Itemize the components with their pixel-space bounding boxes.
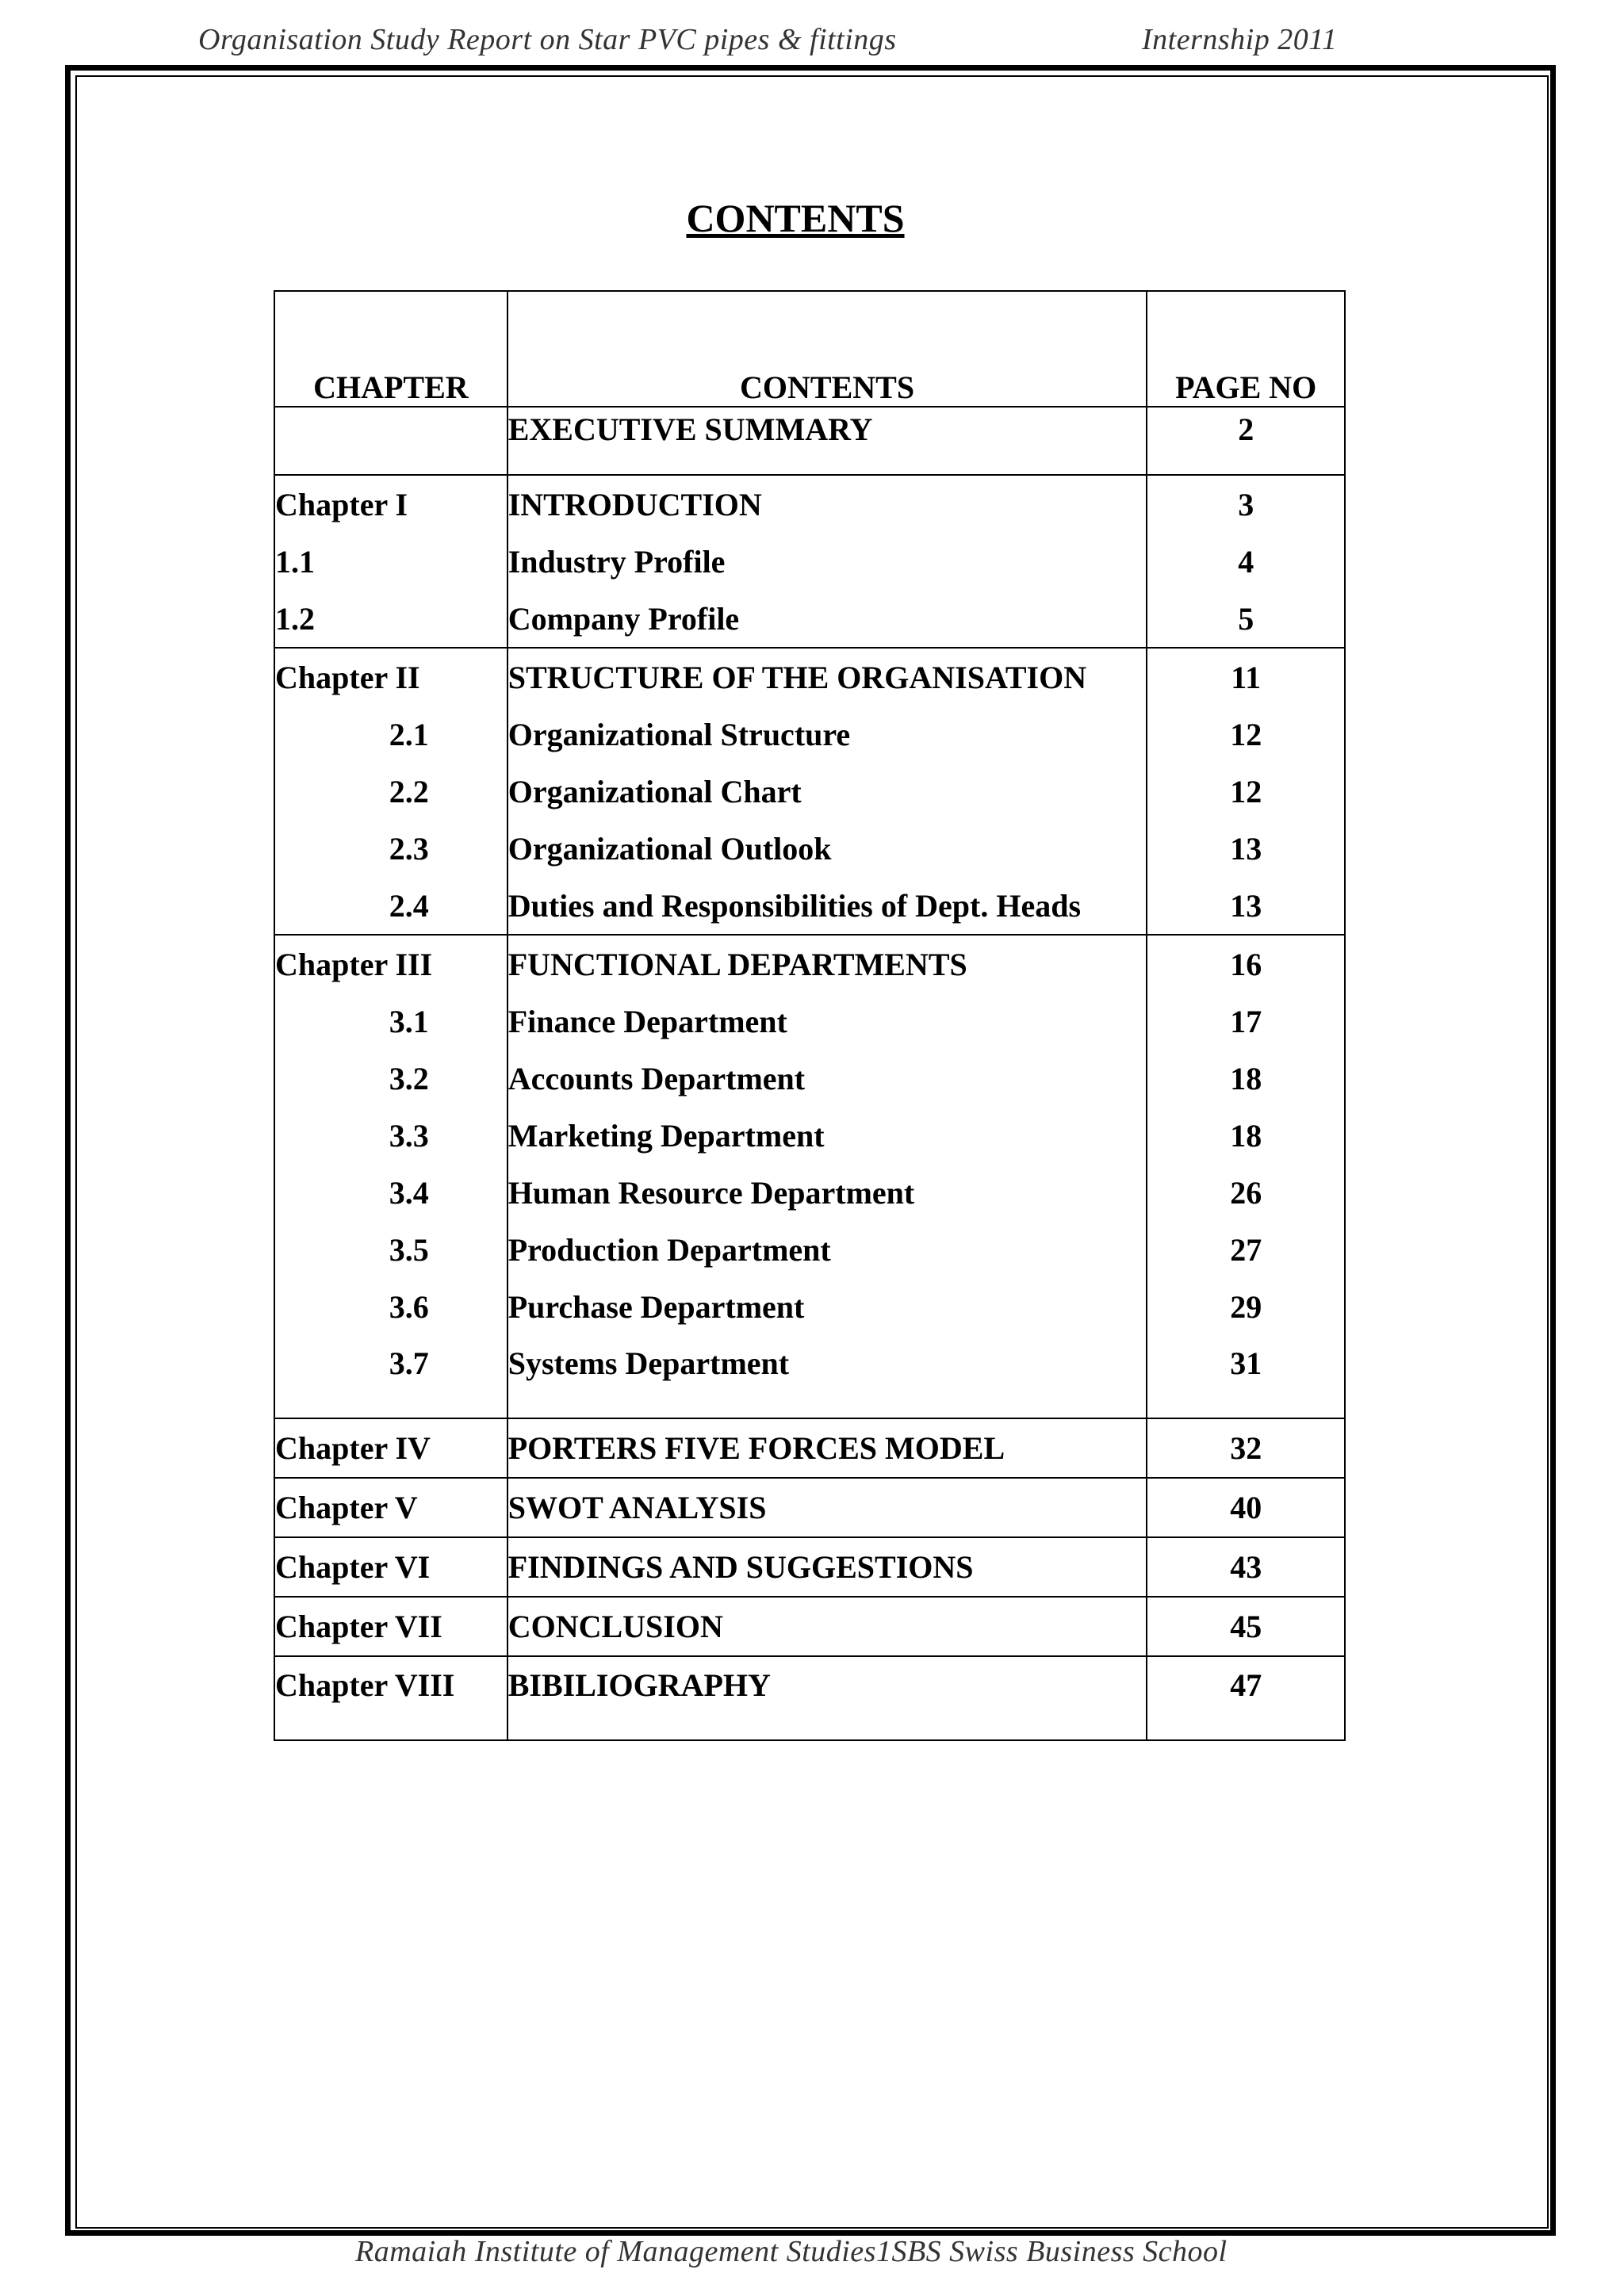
group-chapter-3: [274, 935, 1345, 1418]
contents-cell: Human Resource Department: [508, 1164, 1147, 1221]
chapter-cell: [274, 407, 508, 475]
page-title: CONTENTS: [686, 196, 905, 240]
contents-cell: Organizational Outlook: [508, 820, 1147, 877]
group-chapter-4: [274, 1418, 1345, 1478]
page-cell: 32: [1147, 1418, 1345, 1478]
chapter-cell: 3.3: [274, 1107, 508, 1164]
group-chapter-5: [274, 1478, 1345, 1537]
page-cell: 3: [1147, 475, 1345, 533]
table-row: [274, 706, 1345, 763]
chapter-cell: 1.2: [274, 590, 508, 648]
table-row: [274, 648, 1345, 706]
page-cell: 16: [1147, 935, 1345, 993]
running-header-title: Organisation Study Report on Star PVC pipes & fittings: [198, 23, 897, 56]
page-cell: 45: [1147, 1597, 1345, 1656]
contents-cell: Duties and Responsibilities of Dept. Heads: [508, 877, 1147, 935]
table-row: [274, 1107, 1345, 1164]
table-row: [274, 1335, 1345, 1418]
chapter-cell: 2.1: [274, 706, 508, 763]
column-header-page-no: PAGE NO: [1147, 291, 1345, 407]
chapter-cell: Chapter II: [274, 648, 508, 706]
table-row: [274, 475, 1345, 533]
page-cell: 40: [1147, 1478, 1345, 1537]
page-cell: 29: [1147, 1278, 1345, 1335]
table-row: [274, 533, 1345, 590]
table-row: [274, 1278, 1345, 1335]
table-row: [274, 1597, 1345, 1656]
page-cell: 5: [1147, 590, 1345, 648]
chapter-cell: 3.7: [274, 1335, 508, 1418]
table-row: [274, 877, 1345, 935]
chapter-cell: 2.3: [274, 820, 508, 877]
page-cell: 26: [1147, 1164, 1345, 1221]
contents-cell: Industry Profile: [508, 533, 1147, 590]
column-header-contents: CONTENTS: [508, 291, 1147, 407]
chapter-cell: 3.6: [274, 1278, 508, 1335]
table-row: [274, 1221, 1345, 1278]
page-cell: 11: [1147, 648, 1345, 706]
page-cell: 18: [1147, 1107, 1345, 1164]
contents-cell: PORTERS FIVE FORCES MODEL: [508, 1418, 1147, 1478]
group-executive-summary: [274, 407, 1345, 475]
chapter-cell: 3.4: [274, 1164, 508, 1221]
page-cell: 18: [1147, 1050, 1345, 1107]
table-row: [274, 1656, 1345, 1740]
page-cell: 43: [1147, 1537, 1345, 1597]
page-cell: 27: [1147, 1221, 1345, 1278]
chapter-cell: 3.2: [274, 1050, 508, 1107]
contents-cell: INTRODUCTION: [508, 475, 1147, 533]
page-cell: 17: [1147, 993, 1345, 1050]
table-row: [274, 763, 1345, 820]
running-footer: Ramaiah Institute of Management Studies1SBS Swiss Business School: [355, 2235, 1228, 2268]
page-cell: 13: [1147, 877, 1345, 935]
page-cell: 2: [1147, 407, 1345, 475]
contents-cell: Organizational Structure: [508, 706, 1147, 763]
column-header-chapter: CHAPTER: [274, 291, 508, 407]
contents-cell: BIBILIOGRAPHY: [508, 1656, 1147, 1740]
chapter-cell: Chapter I: [274, 475, 508, 533]
table-row: [274, 1050, 1345, 1107]
page-cell: 13: [1147, 820, 1345, 877]
table-row: [274, 820, 1345, 877]
page-cell: 12: [1147, 706, 1345, 763]
contents-cell: Marketing Department: [508, 1107, 1147, 1164]
contents-cell: FINDINGS AND SUGGESTIONS: [508, 1537, 1147, 1597]
chapter-cell: Chapter VI: [274, 1537, 508, 1597]
chapter-cell: 2.2: [274, 763, 508, 820]
contents-cell: Finance Department: [508, 993, 1147, 1050]
contents-table: [274, 290, 1346, 1741]
group-chapter-2: [274, 648, 1345, 935]
page-cell: 12: [1147, 763, 1345, 820]
chapter-cell: Chapter IV: [274, 1418, 508, 1478]
running-header-year: Internship 2011: [1142, 23, 1338, 56]
group-chapter-1: [274, 475, 1345, 648]
table-row: [274, 407, 1345, 475]
table-row: [274, 1537, 1345, 1597]
table-row: [274, 1478, 1345, 1537]
contents-cell: Company Profile: [508, 590, 1147, 648]
contents-cell: Purchase Department: [508, 1278, 1147, 1335]
table-row: [274, 935, 1345, 993]
page-cell: 31: [1147, 1335, 1345, 1418]
contents-cell: FUNCTIONAL DEPARTMENTS: [508, 935, 1147, 993]
contents-cell: Production Department: [508, 1221, 1147, 1278]
chapter-cell: 3.5: [274, 1221, 508, 1278]
contents-cell: EXECUTIVE SUMMARY: [508, 407, 1147, 475]
contents-cell: STRUCTURE OF THE ORGANISATION: [508, 648, 1147, 706]
chapter-cell: 3.1: [274, 993, 508, 1050]
chapter-cell: Chapter VII: [274, 1597, 508, 1656]
table-row: [274, 590, 1345, 648]
chapter-cell: Chapter VIII: [274, 1656, 508, 1740]
page-cell: 4: [1147, 533, 1345, 590]
group-chapter-8: [274, 1656, 1345, 1740]
contents-cell: CONCLUSION: [508, 1597, 1147, 1656]
table-header-row: [274, 291, 1345, 407]
table-row: [274, 993, 1345, 1050]
chapter-cell: 1.1: [274, 533, 508, 590]
table-row: [274, 1418, 1345, 1478]
contents-cell: Accounts Department: [508, 1050, 1147, 1107]
contents-cell: SWOT ANALYSIS: [508, 1478, 1147, 1537]
group-chapter-7: [274, 1597, 1345, 1656]
chapter-cell: Chapter V: [274, 1478, 508, 1537]
chapter-cell: 2.4: [274, 877, 508, 935]
chapter-cell: Chapter III: [274, 935, 508, 993]
contents-cell: Organizational Chart: [508, 763, 1147, 820]
table-row: [274, 1164, 1345, 1221]
group-chapter-6: [274, 1537, 1345, 1597]
contents-cell: Systems Department: [508, 1335, 1147, 1418]
page-cell: 47: [1147, 1656, 1345, 1740]
